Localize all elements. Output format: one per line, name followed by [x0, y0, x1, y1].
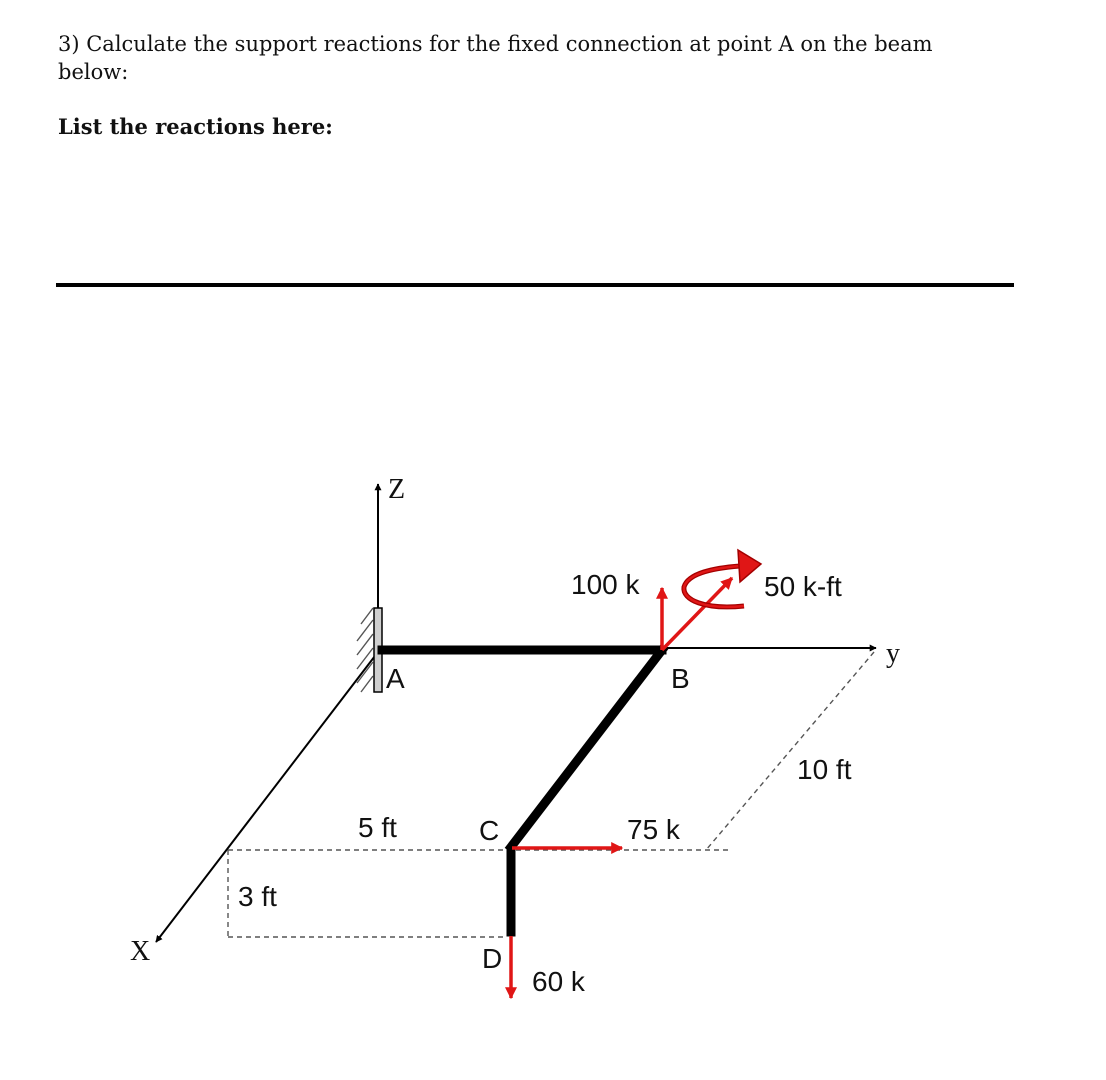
x-axis-label: X [130, 936, 151, 967]
beam-members [382, 650, 662, 932]
point-d-label: D [482, 943, 503, 974]
force-60k-label: 60 k [532, 966, 585, 997]
point-b-label: B [671, 663, 690, 694]
z-axis-label: Z [388, 474, 406, 505]
question-text: 3) Calculate the support reactions for the fixed connection at point A on the beam below: [58, 32, 933, 84]
moment-50kft-icon [684, 550, 761, 607]
y-axis-label: y [886, 638, 900, 669]
dimension-ab-label: 5 ft [358, 812, 397, 843]
force-75k-label: 75 k [627, 814, 680, 845]
moment-50kft-label: 50 k-ft [764, 571, 842, 602]
dimension-cd-label: 3 ft [238, 881, 277, 912]
point-a-label: A [386, 663, 405, 694]
moment-vector-arrow [662, 578, 732, 650]
point-c-label: C [479, 815, 500, 846]
reactions-heading: List the reactions here: [58, 114, 333, 139]
dimension-bc-label: 10 ft [797, 754, 852, 785]
force-100k-label: 100 k [571, 569, 640, 600]
